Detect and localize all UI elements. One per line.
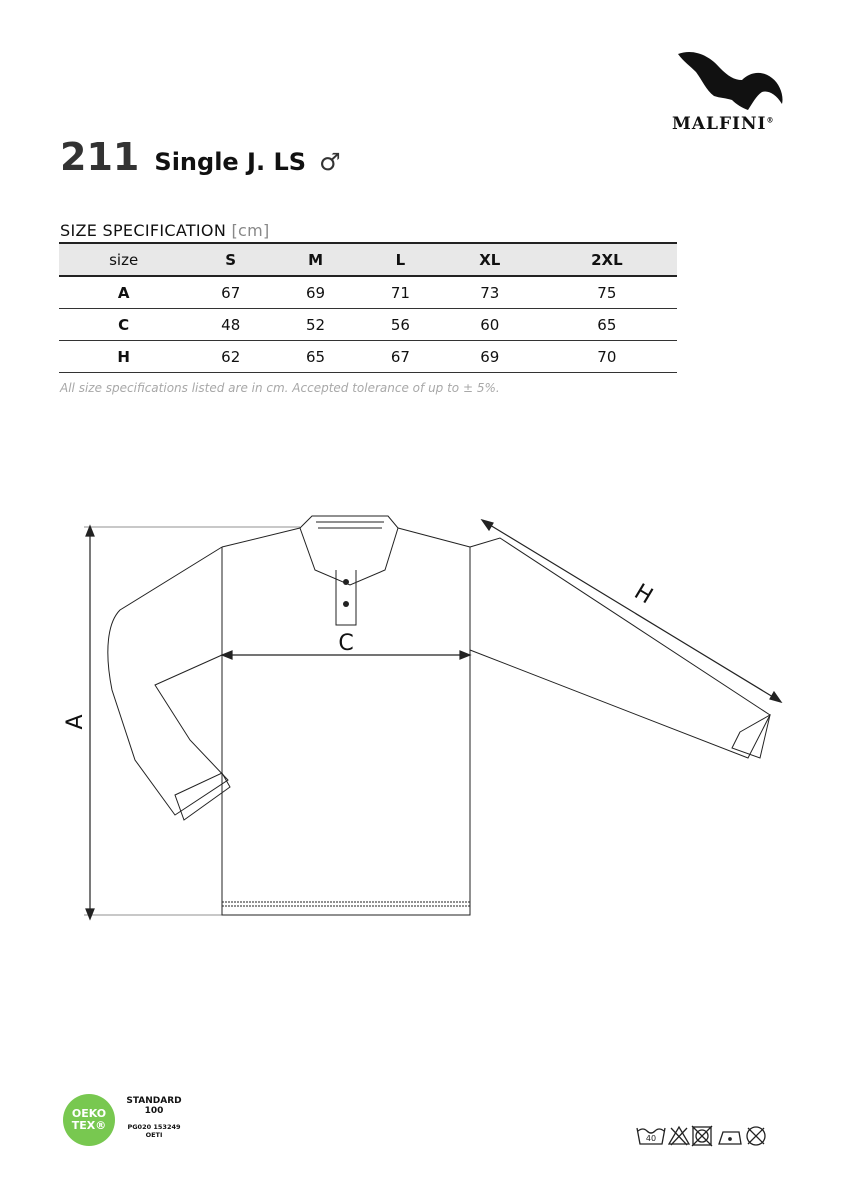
no-bleach-icon — [669, 1127, 689, 1145]
dimension-a-label: A — [63, 714, 88, 730]
table-cell: 69 — [443, 341, 537, 373]
garment-diagram — [0, 490, 849, 940]
table-row — [59, 276, 677, 309]
table-header-row — [59, 243, 677, 276]
certifier-name: OETI — [145, 1131, 163, 1139]
care-symbols — [635, 1124, 795, 1150]
arrow-icon — [86, 526, 94, 536]
hem-stitch — [222, 902, 470, 906]
column-header: L — [358, 243, 443, 276]
eagle-icon — [676, 46, 786, 112]
iron-low-icon — [719, 1132, 741, 1144]
spec-heading-text: SIZE SPECIFICATION — [60, 221, 227, 240]
spec-heading — [60, 221, 270, 240]
dimension-h-label: H — [629, 579, 657, 610]
male-symbol-icon: ♂ — [319, 148, 341, 176]
left-sleeve — [108, 547, 228, 815]
product-title — [60, 135, 341, 179]
column-header: S — [188, 243, 273, 276]
standard-label — [124, 1096, 184, 1116]
product-name: Single J. LS — [154, 148, 307, 176]
product-number: 211 — [60, 135, 140, 179]
table-cell: 48 — [188, 309, 273, 341]
brand-name: MALFINI® — [672, 114, 775, 134]
arrow-icon — [86, 909, 94, 919]
row-label: H — [59, 341, 188, 373]
placket — [336, 570, 356, 625]
tex-text: TEX® — [71, 1119, 107, 1132]
spec-unit: [cm] — [231, 221, 270, 240]
dimension-c-label: C — [338, 631, 354, 656]
table-cell: 71 — [358, 276, 443, 309]
table-cell: 65 — [537, 309, 677, 341]
no-tumble-dry-icon — [692, 1126, 712, 1146]
table-cell: 69 — [273, 276, 358, 309]
no-dry-clean-icon — [747, 1127, 765, 1145]
table-cell: 73 — [443, 276, 537, 309]
shoulder-line — [222, 528, 470, 547]
arrow-icon — [482, 520, 493, 530]
column-header: M — [273, 243, 358, 276]
table-cell: 67 — [358, 341, 443, 373]
collar-rib — [316, 522, 384, 528]
column-header: 2XL — [537, 243, 677, 276]
table-row — [59, 309, 677, 341]
table-row — [59, 341, 677, 373]
collar — [300, 516, 398, 585]
table-cell: 70 — [537, 341, 677, 373]
table-cell: 75 — [537, 276, 677, 309]
standard-number: 100 — [144, 1106, 164, 1116]
standard-text: STANDARD — [126, 1096, 182, 1106]
table-cell: 56 — [358, 309, 443, 341]
table-cell: 52 — [273, 309, 358, 341]
table-cell: 65 — [273, 341, 358, 373]
table-cell: 60 — [443, 309, 537, 341]
tolerance-note: All size specifications listed are in cm. Accepted tolerance of up to ± 5%. — [60, 381, 500, 395]
certificate-code — [122, 1123, 186, 1139]
wash-temperature: 40 — [645, 1134, 657, 1143]
right-sleeve — [470, 538, 770, 758]
oeko-text: OEKO — [71, 1107, 107, 1120]
oeko-tex-logo — [63, 1094, 115, 1146]
brand-logo — [668, 46, 794, 138]
column-header: size — [59, 243, 188, 276]
arrow-icon — [770, 692, 781, 702]
table-cell: 67 — [188, 276, 273, 309]
certificate-number: PG020 153249 — [127, 1123, 181, 1131]
arrow-icon — [222, 651, 232, 659]
button-icon — [343, 601, 349, 607]
oeko-tex-badge — [60, 1094, 240, 1154]
arrow-icon — [460, 651, 470, 659]
row-label: A — [59, 276, 188, 309]
column-header: XL — [443, 243, 537, 276]
button-icon — [343, 579, 349, 585]
table-cell: 62 — [188, 341, 273, 373]
size-table — [59, 242, 677, 373]
row-label: C — [59, 309, 188, 341]
